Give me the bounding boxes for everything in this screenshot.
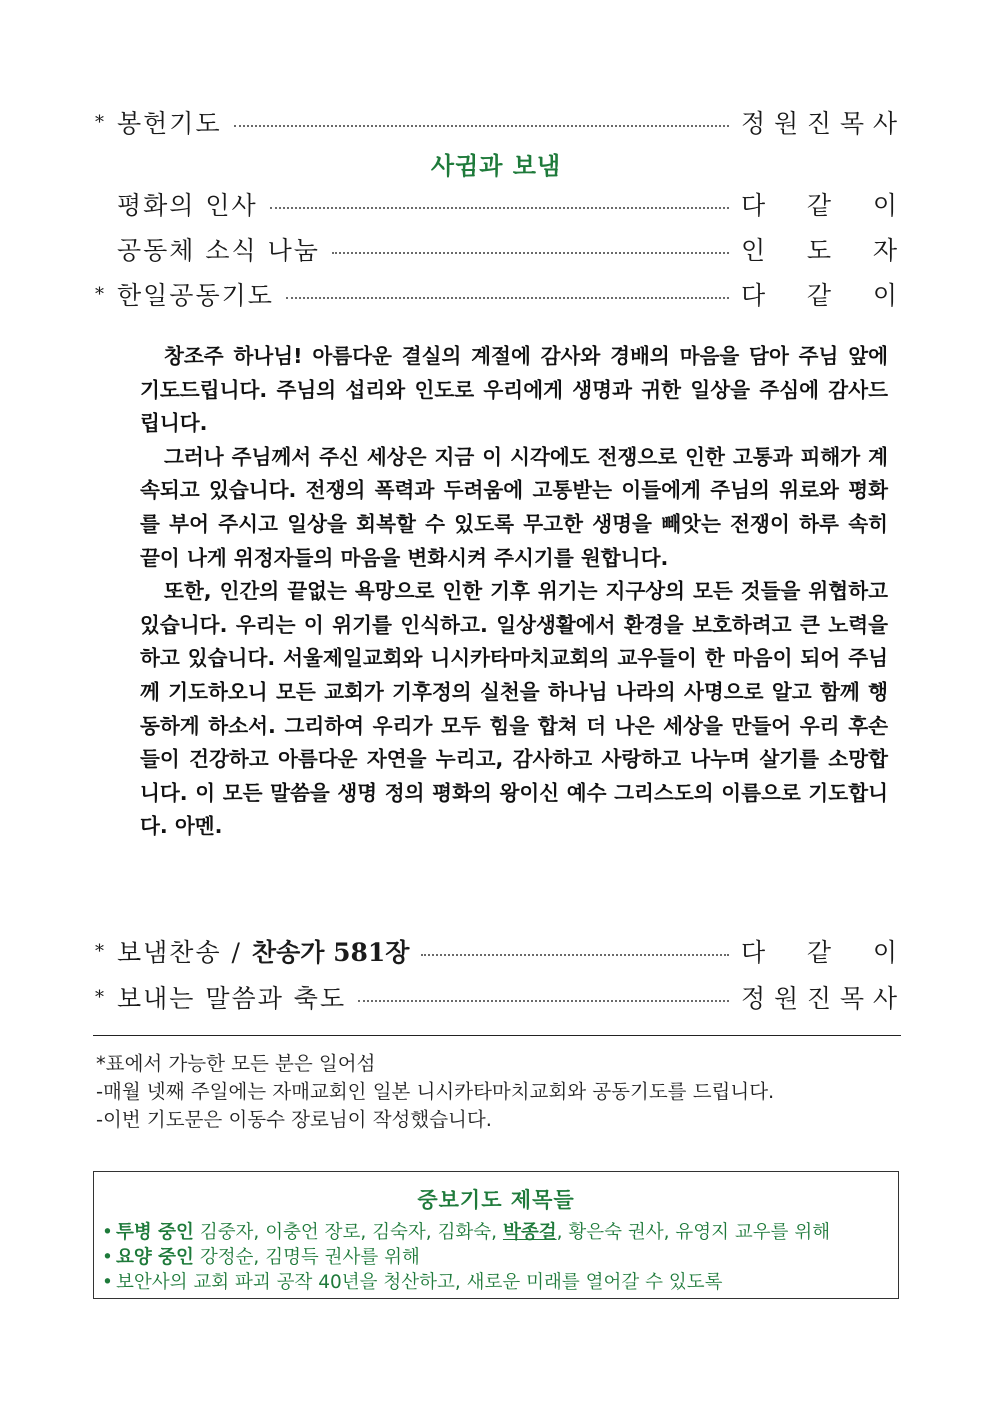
bullet-icon: • [102,1272,113,1293]
notes [96,1050,896,1134]
order-item-label: 한일공동기도 [117,281,274,310]
leader-dots [332,252,729,254]
order-item-offering-prayer [95,104,897,140]
order-item-peace-greeting [95,186,897,222]
note-line: -이번 기도문은 이동수 장로님이 작성했습니다. [96,1108,492,1131]
list-item: • 투병 중인 김중자, 이충언 장로, 김숙자, 김화숙, 박종걸, 황은숙 권사, 유영지 교우를 위해 [102,1222,831,1243]
hymn-number: 찬송가 581장 [251,938,410,967]
divider [93,1035,901,1036]
intercession-list [94,1220,898,1295]
order-item-label: 공동체 소식 나눔 [117,236,320,265]
list-item: • 보안사의 교회 파괴 공작 40년을 청산하고, 새로운 미래를 열어갈 수 있도록 [102,1272,723,1293]
intercession-title: 중보기도 제목들 [417,1188,575,1212]
section-title: 사귐과 보냄 [430,152,562,180]
leader-dots [358,1000,729,1002]
note-line: -매월 넷째 주일에는 자매교회인 일본 니시카타마치교회와 공동기도를 드립니다. [96,1080,775,1103]
intercession-box [93,1171,899,1299]
stand-marker: * [95,986,104,1008]
prayer-text [140,340,888,844]
prayer-paragraph: 창조주 하나님! 아름다운 결실의 계절에 감사와 경배의 마음을 담아 주님 앞에 기도드립니다. 주님의 섭리와 인도로 우리에게 생명과 귀한 일상을 주심에 감사드립니다. [140,344,888,436]
leader-dots [234,125,729,127]
order-item-label: 봉헌기도 [117,109,222,138]
order-item-leader: 정 원 진 목 사 [741,109,897,138]
order-item-label: 보내는 말씀과 축도 [117,984,347,1013]
stand-marker: * [95,283,104,305]
order-item-community-news [95,231,897,267]
order-item-label: 보냄찬송 / 찬송가 581장 [117,938,410,967]
order-item-joint-prayer [95,276,897,312]
stand-marker: * [95,940,104,962]
prayer-paragraph: 또한, 인간의 끝없는 욕망으로 인한 기후 위기는 지구상의 모든 것들을 위협하고 있습니다. 우리는 이 위기를 인식하고. 일상생활에서 환경을 보호하려고 큰 노력을 하고 있습니다. 서울제일교회와 니시카타마치교회의 교우들이 한 마음이 되어 주님께 기도하오니 모든 교회가 기후정의 실천을 하나님 나라의 사명으로 알고 함께 행동하게 하소서. 그리하여 우리가 모두 힘을 합쳐 더 나은 세상을 만들어 우리 후손들이 건강하고 아름다운 자연을 누리고, 감사하고 사랑하고 나누며 살기를 소망합니다. 이 모든 말씀을 생명 정의 평화의 왕이신 예수 그리스도의 이름으로 기도합니다. 아멘. [140,579,888,839]
order-item-sending-hymn [95,933,897,969]
leader-dots [286,297,729,299]
order-item-leader: 다 같 이 [741,191,897,220]
stand-marker: * [95,111,104,133]
bullet-icon: • [102,1222,113,1243]
leader-dots [421,954,729,956]
order-item-leader: 다 같 이 [741,281,897,310]
bullet-icon: • [102,1247,113,1268]
order-item-label: 평화의 인사 [117,191,258,220]
prayer-paragraph: 그러나 주님께서 주신 세상은 지금 이 시각에도 전쟁으로 인한 고통과 피해가 계속되고 있습니다. 전쟁의 폭력과 두려움에 고통받는 이들에게 주님의 위로와 평화를 부어 주시고 일상을 회복할 수 있도록 무고한 생명을 빼앗는 전쟁이 하루 속히 끝이 나게 위정자들의 마음을 변화시켜 주시기를 원합니다. [140,444,888,570]
order-item-benediction [95,979,897,1015]
order-item-leader: 인 도 자 [741,236,897,265]
note-line: *표에서 가능한 모든 분은 일어섬 [96,1052,376,1075]
order-item-leader: 다 같 이 [741,938,897,967]
list-item: • 요양 중인 강정순, 김명득 권사를 위해 [102,1247,420,1268]
leader-dots [270,207,729,209]
order-item-leader: 정 원 진 목 사 [741,984,897,1013]
